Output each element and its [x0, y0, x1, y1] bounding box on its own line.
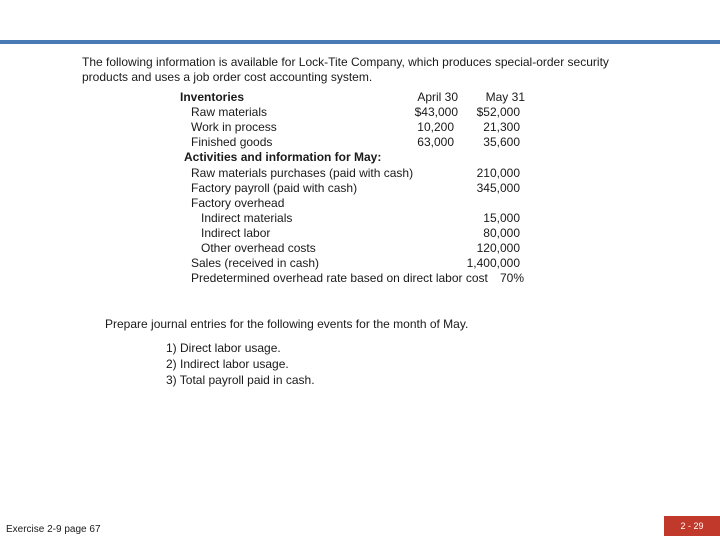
activity-value: 345,000 [476, 181, 520, 195]
inventory-row-may: 35,600 [483, 135, 520, 149]
list-item: 2) Indirect labor usage. [166, 357, 289, 371]
inventory-row-april: $43,000 [414, 105, 458, 119]
activity-label: Factory overhead [191, 196, 285, 210]
activity-value: 70% [499, 271, 524, 285]
inventories-heading: Inventories [180, 90, 245, 104]
activity-label: Sales (received in cash) [191, 256, 320, 270]
inventory-row-label: Finished goods [191, 135, 273, 149]
page-number-badge: 2 - 29 [664, 516, 720, 536]
activity-value: 210,000 [476, 166, 520, 180]
inventory-row-april: 63,000 [417, 135, 454, 149]
list-item: 3) Total payroll paid in cash. [166, 373, 315, 387]
list-item: 1) Direct labor usage. [166, 341, 281, 355]
footer-reference: Exercise 2-9 page 67 [6, 524, 101, 535]
activity-value: 15,000 [483, 211, 520, 225]
activity-label: Other overhead costs [201, 241, 316, 255]
top-accent-rule [0, 40, 720, 44]
activity-value: 1,400,000 [466, 256, 520, 270]
event-list [166, 340, 315, 388]
col-header-april: April 30 [417, 90, 458, 104]
activity-label: Factory payroll (paid with cash) [191, 181, 358, 195]
activity-value: 80,000 [483, 226, 520, 240]
inventory-row-may: 21,300 [483, 120, 520, 134]
activity-label: Indirect labor [201, 226, 271, 240]
activity-label: Raw materials purchases (paid with cash) [191, 166, 414, 180]
inventory-row-label: Raw materials [191, 105, 268, 119]
inventory-row-label: Work in process [191, 120, 277, 134]
activity-label: Indirect materials [201, 211, 293, 225]
activities-heading: Activities and information for May: [184, 150, 382, 164]
activity-label: Predetermined overhead rate based on direct labor cost [191, 271, 488, 285]
instructions-text: Prepare journal entries for the following events for the month of May. [105, 317, 469, 331]
activity-value: 120,000 [476, 241, 520, 255]
inventory-row-may: $52,000 [476, 105, 520, 119]
col-header-may: May 31 [485, 90, 525, 104]
inventory-row-april: 10,200 [417, 120, 454, 134]
intro-paragraph: The following information is available for Lock-Tite Company, which produces special-order security products and uses a job order cost accounting system. [82, 55, 609, 84]
